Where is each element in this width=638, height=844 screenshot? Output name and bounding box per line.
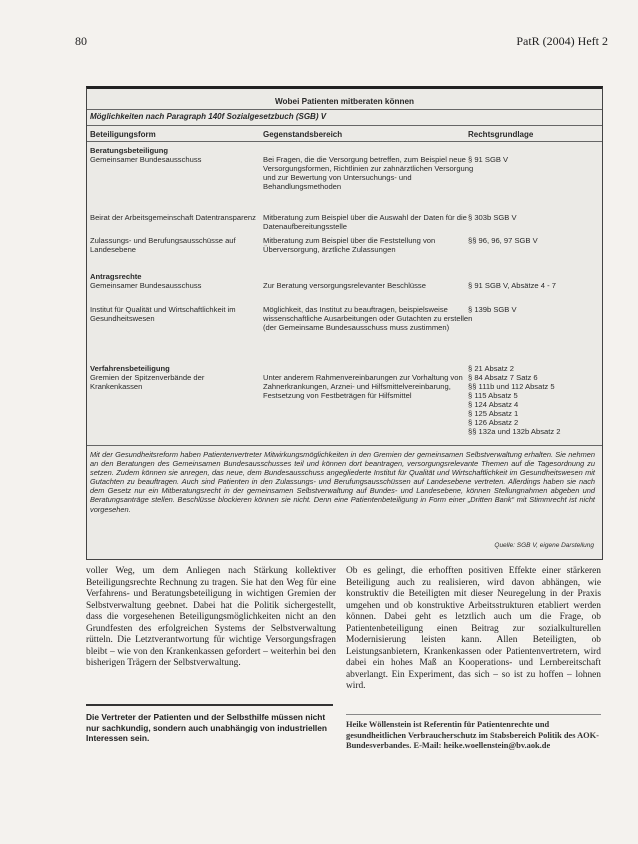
- journal-citation: PatR (2004) Heft 2: [516, 34, 608, 48]
- box-subtitle: Möglichkeiten nach Paragraph 140f Sozialgesetzbuch (SGB) V: [90, 112, 327, 121]
- cell-basis: § 91 SGB V: [468, 155, 509, 164]
- section-heading: Antragsrechte: [90, 272, 142, 281]
- cell-form: Gemeinsamer Bundesausschuss: [90, 281, 202, 290]
- cell-basis: §§ 96, 96, 97 SGB V: [468, 236, 538, 245]
- box-title: Wobei Patienten mitberaten können: [274, 97, 415, 106]
- cell-basis: § 91 SGB V, Absätze 4 - 7: [468, 281, 556, 290]
- cell-form: Institut für Qualität und Wirtschaftlichkeit im Gesundheitswesen: [90, 305, 236, 323]
- cell-basis-list: § 21 Absatz 2 § 84 Absatz 7 Satz 6 §§ 111b und 112 Absatz 5 § 115 Absatz 5 § 124 Absatz 4 § 125 Absatz 1 § 126 Absatz 2 §§ 132a und 132b Absatz 2: [468, 364, 561, 436]
- cell-basis: § 139b SGB V: [468, 305, 517, 314]
- page-number: 80: [75, 34, 87, 48]
- column-header-scope: Gegenstandsbereich: [263, 130, 343, 139]
- cell-scope: Bei Fragen, die die Versorgung betreffen, zum Beispiel neue Versorgungsformen, Richtlinien zur zahnärztlichen Versorgung und zur Bewertung von Untersuchungs- und Behandlungsmethoden: [263, 155, 474, 191]
- source-note: Quelle: SGB V, eigene Darstellung: [494, 542, 594, 549]
- article-left-column: voller Weg, um dem Anliegen nach Stärkung kollektiver Beteiligungsrechte Rechnung zu tragen. Sie hat den Weg für eine Verfahrens- und Beratungsbeteiligung in wichtigen Gremien der Selbstverwaltung geebnet. Dabei hat die Politik sichergestellt, dass die vorgesehenen Beteiligungsmöglichkeiten nicht an den Grundfesten des erfolgreichen Systems der Selbstverwaltung rütteln. Die Letztverantwortung für wichtige Versorgungsfragen bleibt – wie von den Krankenkassen gefordert – weiterhin bei den bisherigen Trägern der Selbstverwaltung.: [86, 566, 336, 668]
- cell-basis: § 303b SGB V: [468, 213, 517, 222]
- info-box: [86, 86, 603, 560]
- cell-scope: Möglichkeit, das Institut zu beauftragen, beispielsweise wissenschaftliche Ausarbeitungen oder Gutachten zu erstellen (der Gemeinsame Bundesausschuss muss zustimmen): [263, 305, 473, 332]
- cell-scope: Mitberatung zum Beispiel über die Feststellung von Überversorgung, ärztliche Zulassungen: [263, 236, 436, 254]
- cell-scope: Unter anderem Rahmenvereinbarungen zur Vorhaltung von Zahnerkrankungen, Arznei- und Hilfsmittelvereinbarung, Festsetzung von Festbeträgen für Hilfsmittel: [263, 373, 463, 400]
- column-header-basis: Rechtsgrundlage: [468, 130, 534, 139]
- author-info: Heike Wöllenstein ist Referentin für Patientenrechte und gesundheitlichen Verbraucherschutz im Stabsbereich Politik des AOK-Bundesverbandes. E-Mail: heike.woellenstein@bv.aok.de: [346, 714, 601, 752]
- section-heading: Verfahrensbeteiligung: [90, 364, 170, 373]
- section-heading: Beratungsbeteiligung: [90, 146, 169, 155]
- pull-quote: Die Vertreter der Patienten und der Selbsthilfe müssen nicht nur sachkundig, sondern auch unabhängig von industriellen Interessen sein.: [86, 704, 333, 744]
- cell-scope: Mitberatung zum Beispiel über die Auswahl der Daten für die Datenaufbereitungsstelle: [263, 213, 467, 231]
- cell-form: Gremien der Spitzenverbände der Krankenkassen: [90, 373, 205, 391]
- column-header-form: Beteiligungsform: [90, 130, 156, 139]
- cell-scope: Zur Beratung versorgungsrelevanter Beschlüsse: [263, 281, 426, 290]
- article-right-column: Ob es gelingt, die erhofften positiven Effekte einer stärkeren Beteiligung auch zu realisieren, wird davon abhängen, wie konstruktiv die Beteiligten mit dieser Neuregelung in der Praxis umgehen und ob konstruktive Arbeitsstrukturen etabliert werden können. Dabei geht es letztlich auch um die Frage, ob Patientenbeteiligung einen Beitrag zur sozialkulturellen Modernisierung leisten kann. Allen Beteiligten, ob Leistungsanbietern, Krankenkassen oder Patientenvertretern, wird dabei ein hohes Maß an Kooperations- und Lernbereitschaft abverlangt. Ein Experiment, das sich – so ist zu hoffen – lohnen wird.: [346, 566, 601, 691]
- box-note: Mit der Gesundheitsreform haben Patientenvertreter Mitwirkungsmöglichkeiten in den Gremien der gemeinsamen Selbstverwaltung erhalten. Sie nehmen an den Beratungen des Gemeinsamen Bundesausschusses teil und können dort beantragen, versorgungsrelevante Themen auf die Tagesordnung zu setzen. Zudem können sie anregen, das neue, dem Bundesausschuss angegliederte Institut für Qualität und Wirtschaftlichkeit im Gesundheitswesen mit Gutachten zu beauftragen. Auch sind Patienten in den Zulassungs- und Berufungsausschüssen auf Landesebene vertreten. Allerdings haben sie nach dem Gesetz nur ein Mitberatungsrecht in der gemeinsamen Selbstverwaltung auf Bundes- und Landesebene, können Stellungnahmen abgeben und Beratungsanträge stellen. Beschlüsse blockieren können sie nicht. Denn eine Patientenbeteiligung in Form einer „Dritten Bank“ mit Stimmrecht ist nicht vorgesehen.: [90, 450, 595, 514]
- cell-form: Gemeinsamer Bundesausschuss: [90, 155, 202, 164]
- cell-form: Beirat der Arbeitsgemeinschaft Datentransparenz: [90, 213, 256, 222]
- cell-form: Zulassungs- und Berufungsausschüsse auf Landesebene: [90, 236, 236, 254]
